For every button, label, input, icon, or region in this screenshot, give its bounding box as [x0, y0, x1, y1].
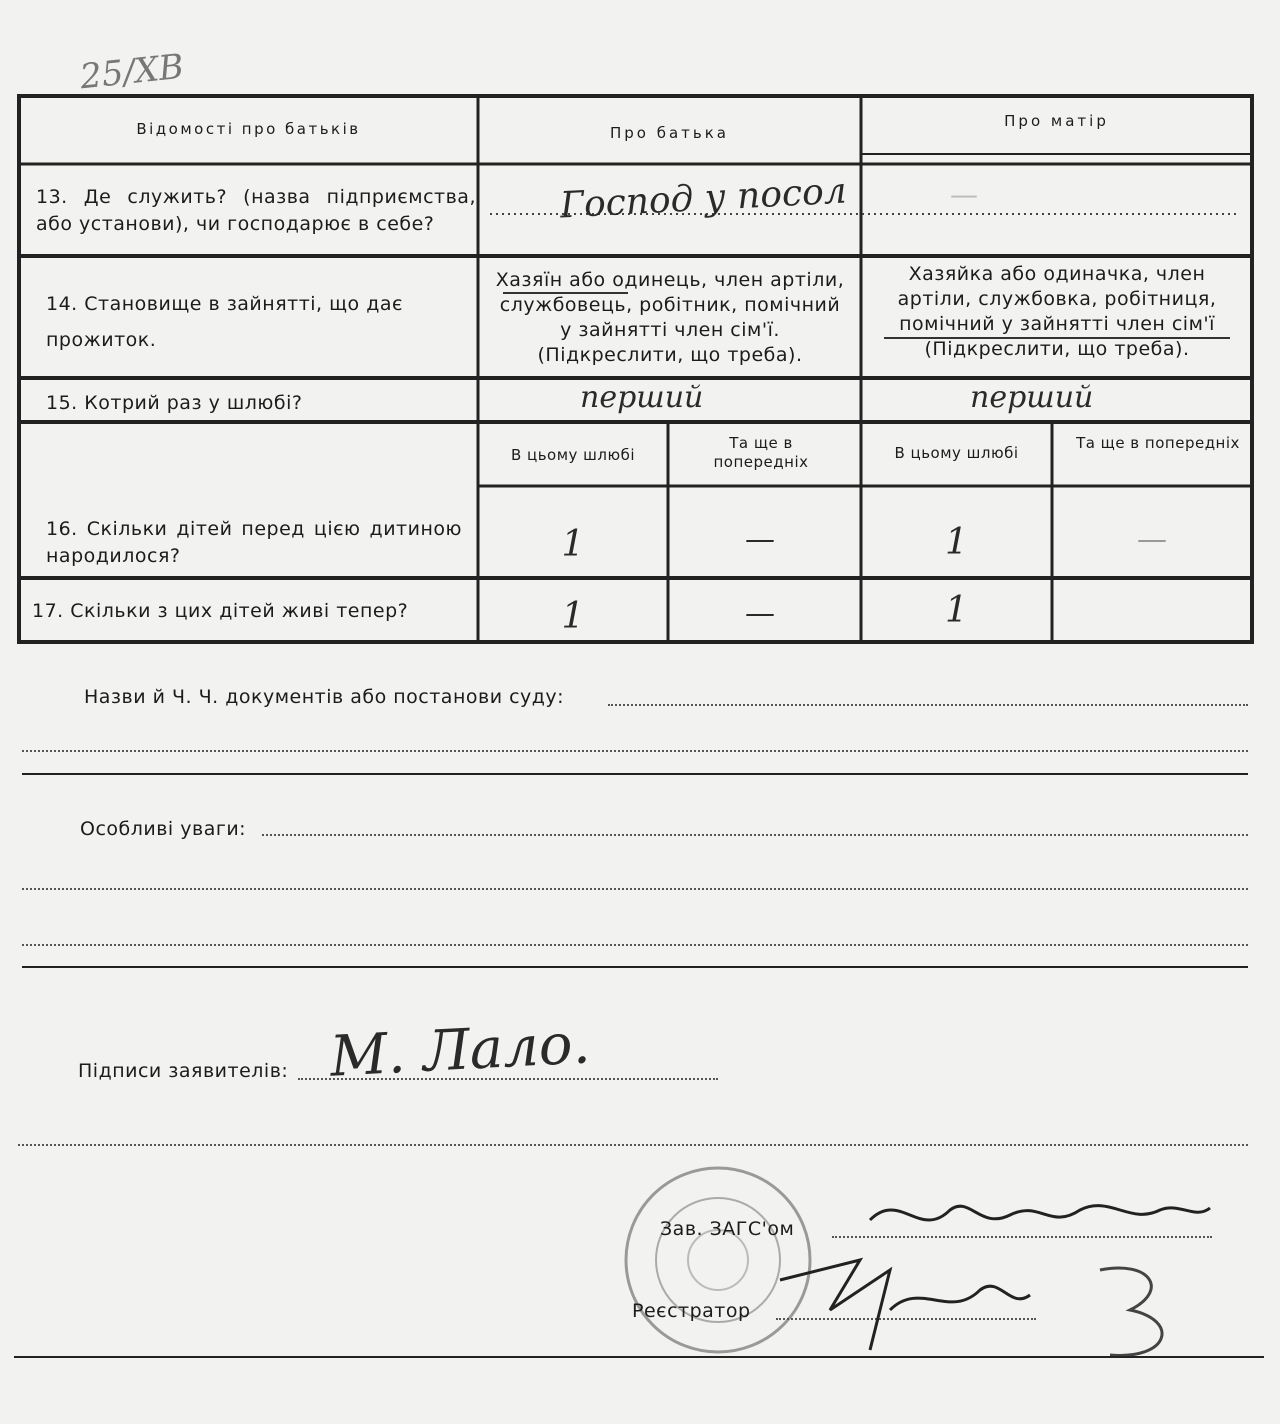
answer-13-mother: —: [950, 178, 978, 211]
answer-16-father-previous: —: [745, 522, 775, 557]
question-13: 13. Де служить? (назва підприємства, або установи), чи господарює в себе?: [36, 186, 476, 235]
father-underline-note: (Підкреслити, що треба).: [537, 344, 803, 366]
row-14-mother-cell: [872, 262, 1242, 362]
answer-16-father-this: 1: [561, 524, 585, 565]
applicant-signature: М. Лало.: [328, 1011, 592, 1090]
header-parents-info: Відомості про батьків: [136, 120, 361, 138]
mother-underline-mark: [884, 337, 1230, 339]
signatures-label: Підписи заявителів:: [78, 1060, 289, 1082]
documents-separator: [22, 773, 1248, 775]
answer-13-father: Господ у посол: [559, 170, 848, 227]
remarks-line-2: [22, 888, 1248, 890]
answer-15-mother: перший: [970, 380, 1094, 415]
documents-line-1: [608, 704, 1248, 706]
subheader-this-marriage-mother: В цьому шлюбі: [894, 444, 1019, 462]
question-14: 14. Становище в зайнятті, що дає прожиток.: [46, 293, 403, 351]
remarks-line-3: [22, 944, 1248, 946]
answer-17-mother-this: 1: [945, 590, 968, 631]
mother-underline-note: (Підкреслити, що треба).: [924, 338, 1190, 360]
signature-line-2: [18, 1144, 1248, 1146]
header-about-mother: Про матір: [1004, 112, 1109, 130]
head-label: Зав. ЗАГС'ом: [660, 1218, 795, 1240]
answer-16-mother-this: 1: [945, 522, 968, 563]
remarks-line-1: [262, 834, 1248, 836]
subheader-this-marriage-father: В цьому шлюбі: [510, 446, 636, 464]
documents-line-2: [22, 750, 1248, 752]
signature-line-1: [298, 1078, 718, 1080]
answer-17-father-this: 1: [561, 596, 585, 637]
father-occupation-options: Хазяїн або одинець, член артіли, службовець, робітник, помічний у зайнятті член сім'ї.: [495, 269, 845, 341]
remarks-label: Особливі уваги:: [80, 818, 247, 840]
remarks-separator: [22, 966, 1248, 968]
row-14-father-cell: [492, 268, 848, 368]
mother-occupation-options: Хазяйка або одиначка, член артіли, службовка, робітниця, помічний у зайнятті член сім'ї: [897, 263, 1217, 335]
question-16: 16. Скільки дітей перед цією дитиною народилося?: [46, 518, 462, 567]
question-17: 17. Скільки з цих дітей живі тепер?: [32, 600, 409, 622]
subheader-previous-mother: Та ще в попередніх: [1076, 434, 1240, 452]
answer-15-father: перший: [580, 380, 704, 415]
corner-handwritten-note: 25/ХВ: [78, 46, 186, 98]
subheader-previous-father: Та ще в попередніх: [713, 434, 809, 471]
father-underline-mark: [503, 292, 628, 294]
answer-16-mother-previous: —: [1137, 522, 1167, 557]
bottom-rule: [14, 1356, 1264, 1358]
documents-label: Назви й Ч. Ч. документів або постанови суду:: [84, 686, 565, 708]
question-15: 15. Котрий раз у шлюбі?: [46, 392, 303, 414]
registrar-signature: [770, 1240, 1210, 1380]
header-about-father: Про батька: [609, 124, 730, 142]
registrar-label: Реєстратор: [632, 1300, 751, 1322]
answer-17-father-previous: —: [745, 596, 775, 631]
